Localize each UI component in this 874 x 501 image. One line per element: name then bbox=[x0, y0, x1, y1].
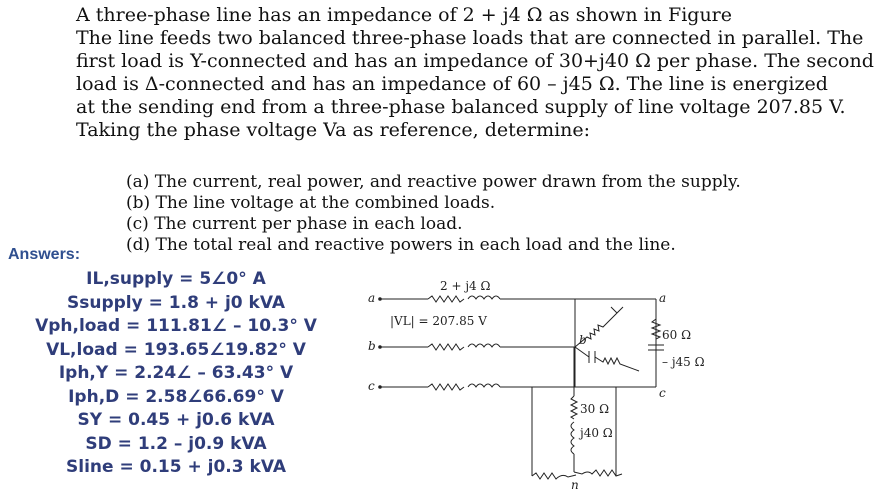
answer-y-phase-current: Iph,Y = 2.24∠ – 63.43° V bbox=[58, 363, 294, 383]
question-part-d: (d) The total real and reactive powers in each load and the line. bbox=[126, 235, 676, 255]
question-part-c: (c) The current per phase in each load. bbox=[126, 214, 463, 234]
problem-line: at the sending end from a three-phase balanced supply of line voltage 207.85 V. bbox=[76, 96, 846, 118]
delta-branch-ac bbox=[648, 299, 664, 387]
y-branch-c bbox=[532, 473, 576, 479]
y-resistance-label: 30 Ω bbox=[580, 402, 610, 416]
problem-statement bbox=[76, 4, 874, 142]
y-resistor bbox=[571, 396, 577, 419]
answers-list bbox=[16, 268, 336, 480]
problem-line: first load is Y-connected and has an impedance of 30+j40 Ω per phase. The second bbox=[76, 50, 874, 72]
line-c-inductor bbox=[468, 384, 500, 387]
answer-delta-phase-current: Iph,D = 2.58∠66.69° V bbox=[68, 386, 284, 407]
line-c-resistor bbox=[428, 384, 464, 390]
answers-label: Answers: bbox=[8, 246, 81, 263]
node-n: n bbox=[571, 478, 579, 492]
circuit-figure bbox=[360, 276, 705, 498]
question-part-a: (a) The current, real power, and reactive power drawn from the supply. bbox=[126, 172, 741, 192]
y-branch-a bbox=[574, 470, 622, 476]
question-parts bbox=[126, 172, 741, 256]
source-voltage-label: |VL| = 207.85 V bbox=[390, 314, 487, 328]
node-c-right: c bbox=[659, 386, 666, 400]
question-part-b: (b) The line voltage at the combined loads. bbox=[126, 193, 496, 213]
problem-line: The line feeds two balanced three-phase loads that are connected in parallel. The bbox=[76, 27, 864, 49]
answer-supply-power: Ssupply = 1.8 + j0 kVA bbox=[66, 292, 286, 313]
problem-line: load is Δ-connected and has an impedance of 60 – j45 Ω. The line is energized bbox=[76, 73, 828, 95]
terminal-c bbox=[378, 385, 382, 389]
answer-line-power: Sline = 0.15 + j0.3 kVA bbox=[66, 457, 286, 477]
terminal-b bbox=[378, 345, 382, 349]
y-reactance-label: j40 Ω bbox=[580, 426, 613, 440]
answer-load-line-voltage: VL,load = 193.65∠19.82° V bbox=[46, 339, 306, 360]
line-a-resistor bbox=[428, 296, 464, 302]
delta-resistance-label: 60 Ω bbox=[662, 328, 692, 342]
delta-reactance-label: – j45 Ω bbox=[662, 355, 705, 369]
answer-supply-current: IL,supply = 5∠0° A bbox=[86, 269, 266, 289]
node-c-left: c bbox=[368, 379, 375, 393]
problem-line: A three-phase line has an impedance of 2 + j4 Ω as shown in Figure bbox=[76, 4, 733, 26]
line-a-inductor bbox=[468, 296, 500, 299]
answer-y-power: SY = 0.45 + j0.6 kVA bbox=[77, 410, 275, 430]
answer-load-phase-voltage: Vph,load = 111.81∠ – 10.3° V bbox=[35, 316, 317, 336]
problem-line: Taking the phase voltage Va as reference, determine: bbox=[76, 119, 591, 141]
node-a-left: a bbox=[368, 291, 376, 305]
line-b-resistor bbox=[428, 344, 464, 350]
answer-delta-power: SD = 1.2 – j0.9 kVA bbox=[85, 433, 267, 454]
node-b-right: b bbox=[579, 333, 587, 347]
line-impedance-label: 2 + j4 Ω bbox=[440, 279, 491, 293]
terminal-a bbox=[378, 297, 382, 301]
line-b-inductor bbox=[468, 344, 500, 347]
node-b-left: b bbox=[368, 339, 376, 353]
delta-branch-bc bbox=[575, 347, 639, 371]
node-a-right: a bbox=[659, 291, 667, 305]
y-inductor bbox=[571, 422, 574, 454]
